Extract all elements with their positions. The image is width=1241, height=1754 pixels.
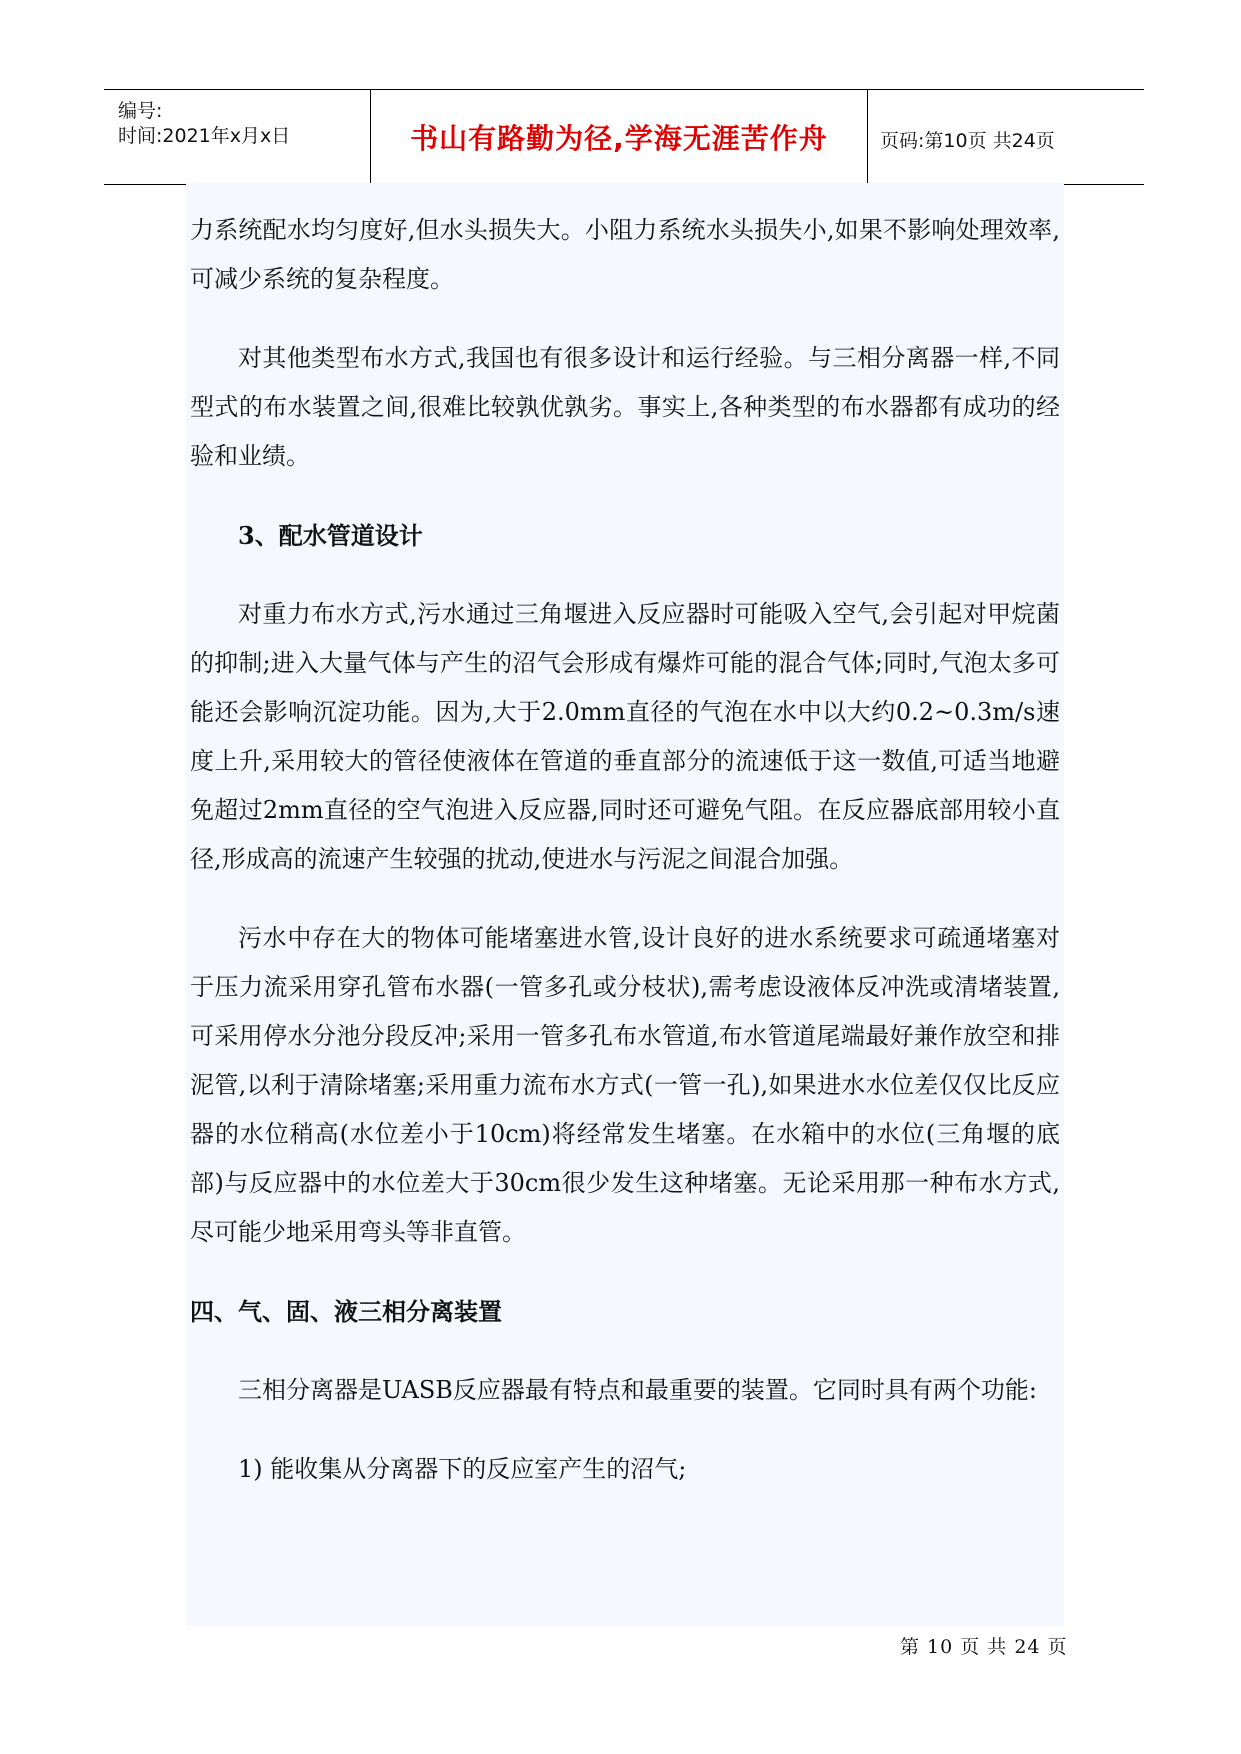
section-heading: 四、气、固、液三相分离装置 <box>190 1297 502 1326</box>
paragraph: 对重力布水方式,污水通过三角堰进入反应器时可能吸入空气,会引起对甲烷菌的抑制;进入大量气体与产生的沼气会形成有爆炸可能的混合气体;同时,气泡太多可能还会影响沉淀功能。因为,大于2.0mm直径的气泡在水中以大约0.2~0.3m/s速度上升,采用较大的管径使液体在管道的垂直部分的流速低于这一数值,可适当地避免超过2mm直径的空气泡进入反应器,同时还可避免气阻。在反应器底部用较小直径,形成高的流速产生较强的扰动,使进水与污泥之间混合加强。 <box>190 600 1060 873</box>
header-left-cell <box>104 90 370 184</box>
header-right-cell <box>868 90 1144 184</box>
paragraph: 力系统配水均匀度好,但水头损失大。小阻力系统水头损失小,如果不影响处理效率,可减少系统的复杂程度。 <box>190 216 1060 293</box>
header-motto: 书山有路勤为径,学海无涯苦作舟 <box>410 122 828 155</box>
section-heading: 3、配水管道设计 <box>238 521 423 550</box>
header-page-info: 页码:第10页 共24页 <box>880 130 1055 152</box>
paragraph: 对其他类型布水方式,我国也有很多设计和运行经验。与三相分离器一样,不同型式的布水装置之间,很难比较孰优孰劣。事实上,各种类型的布水器都有成功的经验和业绩。 <box>190 344 1060 470</box>
document-body <box>190 206 1060 1494</box>
document-time-label: 时间:2021年x月x日 <box>118 125 291 147</box>
document-number-label: 编号: <box>118 100 163 122</box>
page-footer: 第 10 页 共 24 页 <box>900 1636 1068 1658</box>
list-item: 1) 能收集从分离器下的反应室产生的沼气; <box>238 1455 687 1483</box>
header-middle-cell <box>370 90 868 184</box>
paragraph: 污水中存在大的物体可能堵塞进水管,设计良好的进水系统要求可疏通堵塞对于压力流采用穿孔管布水器(一管多孔或分枝状),需考虑设液体反冲洗或清堵装置,可采用停水分池分段反冲;采用一管多孔布水管道,布水管道尾端最好兼作放空和排泥管,以利于清除堵塞;采用重力流布水方式(一管一孔),如果进水水位差仅仅比反应器的水位稍高(水位差小于10cm)将经常发生堵塞。在水箱中的水位(三角堰的底部)与反应器中的水位差大于30cm很少发生这种堵塞。无论采用那一种布水方式,尽可能少地采用弯头等非直管。 <box>190 924 1060 1246</box>
paragraph: 三相分离器是UASB反应器最有特点和最重要的装置。它同时具有两个功能: <box>238 1376 1037 1404</box>
page-header <box>104 89 1144 185</box>
